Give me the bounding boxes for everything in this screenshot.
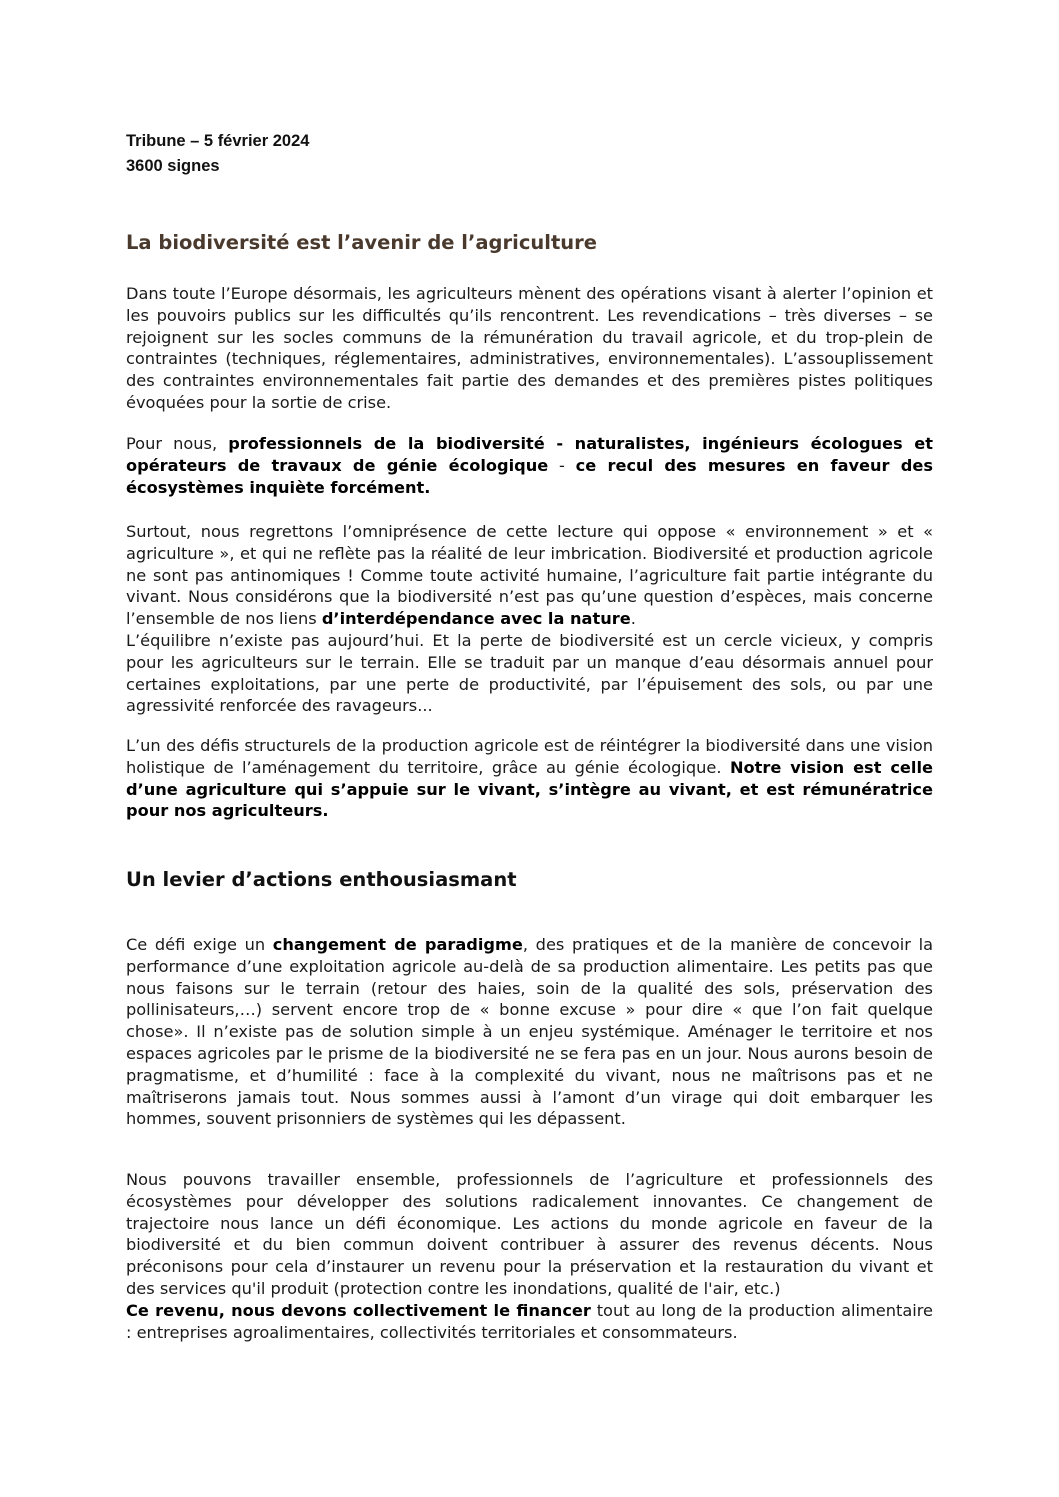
text-run: Pour nous, (126, 434, 229, 453)
paragraph-paradigm (126, 934, 933, 1130)
paragraph-vision (126, 735, 933, 822)
text-run: Ce défi exige un (126, 935, 273, 954)
publication-date: Tribune – 5 février 2024 (126, 132, 310, 150)
text-run: tout au long de la production alimentaire : entreprises agroalimentaires, collectivités territoriales et consommateurs. (126, 1300, 933, 1342)
text-run: , des pratiques et de la manière de concevoir la performance d’une exploitation agricole au-delà de sa production alimentaire. Les petits pas que nous faisons sur le terrain (retour des haies, soin de la qualité des sols, préservation des pollinisateurs,…) servent encore trop de « bonne excuse » pour dire « que l’on fait quelque chose». Il n’existe pas de solution simple à un enjeu systémique. Aménager le territoire et nos espaces agricoles par le prisme de la biodiversité ne se fera pas en un jour. Nous aurons besoin de pragmatisme, et d’humilité : face à la complexité du vivant, nous ne maîtrisons pas et ne maîtriserons jamais tout. Nous sommes aussi à l’amont d’un virage qui doit embarquer les hommes, souvent prisonniers de systèmes qui les dépassent. (126, 935, 933, 1129)
text-run: - (548, 455, 576, 475)
text-run: L’équilibre n’existe pas aujourd’hui. Et la perte de biodiversité est un cercle vicieux, y compris pour les agriculteurs sur le terrain. Elle se traduit par un manque d’eau désormais annuel pour certaines exploitations, par une perte de productivité, par l’épuisement des sols, ou par une agressivité renforcée des ravageurs... (126, 630, 933, 716)
paragraph-revenue (126, 1169, 933, 1343)
bold-run: changement de paradigme (272, 935, 523, 954)
paragraph-intro: Dans toute l’Europe désormais, les agriculteurs mènent des opérations visant à alerter l’opinion et les pouvoirs publics sur les difficultés qu’ils rencontrent. Les revendications – très diverses – se rejoignent sur les socles communs de la rémunération du travail agricole, et du trop-plein de contraintes (techniques, réglementaires, administratives, environnementales). L’assouplissement des contraintes environnementales fait partie des demandes et des premières pistes politiques évoquées pour la sortie de crise. (126, 284, 933, 412)
text-run: . (630, 609, 636, 629)
paragraph-professionals (126, 433, 933, 498)
text-run: Nous pouvons travailler ensemble, professionnels de l’agriculture et professionnels des écosystèmes pour développer des solutions radicalement innovantes. Ce changement de trajectoire nous lance un défi économique. Les actions du monde agricole en faveur de la biodiversité et du bien commun doivent contribuer à assurer des revenus décents. Nous préconisons pour cela d’instaurer un revenu pour la préservation et la restauration du vivant et des services qu'il produit (protection contre les inondations, qualité de l'air, etc.) (126, 1170, 933, 1298)
bold-run: professionnels de la biodiversité - naturalistes, ingénieurs écologues et opérateurs de travaux de génie écologique (126, 434, 933, 475)
document-title: La biodiversité est l’avenir de l’agriculture (126, 231, 597, 254)
bold-run: d’interdépendance avec la nature (321, 609, 631, 629)
text-run: Surtout, nous regrettons l’omniprésence de cette lecture qui oppose « environnement » et « agriculture », et qui ne reflète pas la réalité de leur imbrication. Biodiversité et production agricole ne sont pas antinomiques ! Comme toute activité humaine, l’agriculture fait partie intégrante du vivant. Nous considérons que la biodiversité n’est pas qu’une question d’espèces, mais concerne l’ensemble de nos liens (126, 522, 933, 629)
bold-run: Notre vision est celle d’une agriculture qui s’appuie sur le vivant, s’intègre au vivant, et est rémunératrice pour nos agriculteurs. (126, 757, 933, 821)
paragraph-interdependence (126, 521, 933, 717)
bold-run: ce recul des mesures en faveur des écosystèmes inquiète forcément. (126, 455, 933, 497)
text-run: L’un des défis structurels de la production agricole est de réintégrer la biodiversité dans une vision holistique de l’aménagement du territoire, grâce au génie écologique. (126, 736, 933, 777)
document-meta (126, 129, 309, 179)
character-count: 3600 signes (126, 157, 220, 175)
section-heading: Un levier d’actions enthousiasmant (126, 868, 517, 891)
bold-run: Ce revenu, nous devons collectivement le financer (126, 1300, 591, 1320)
